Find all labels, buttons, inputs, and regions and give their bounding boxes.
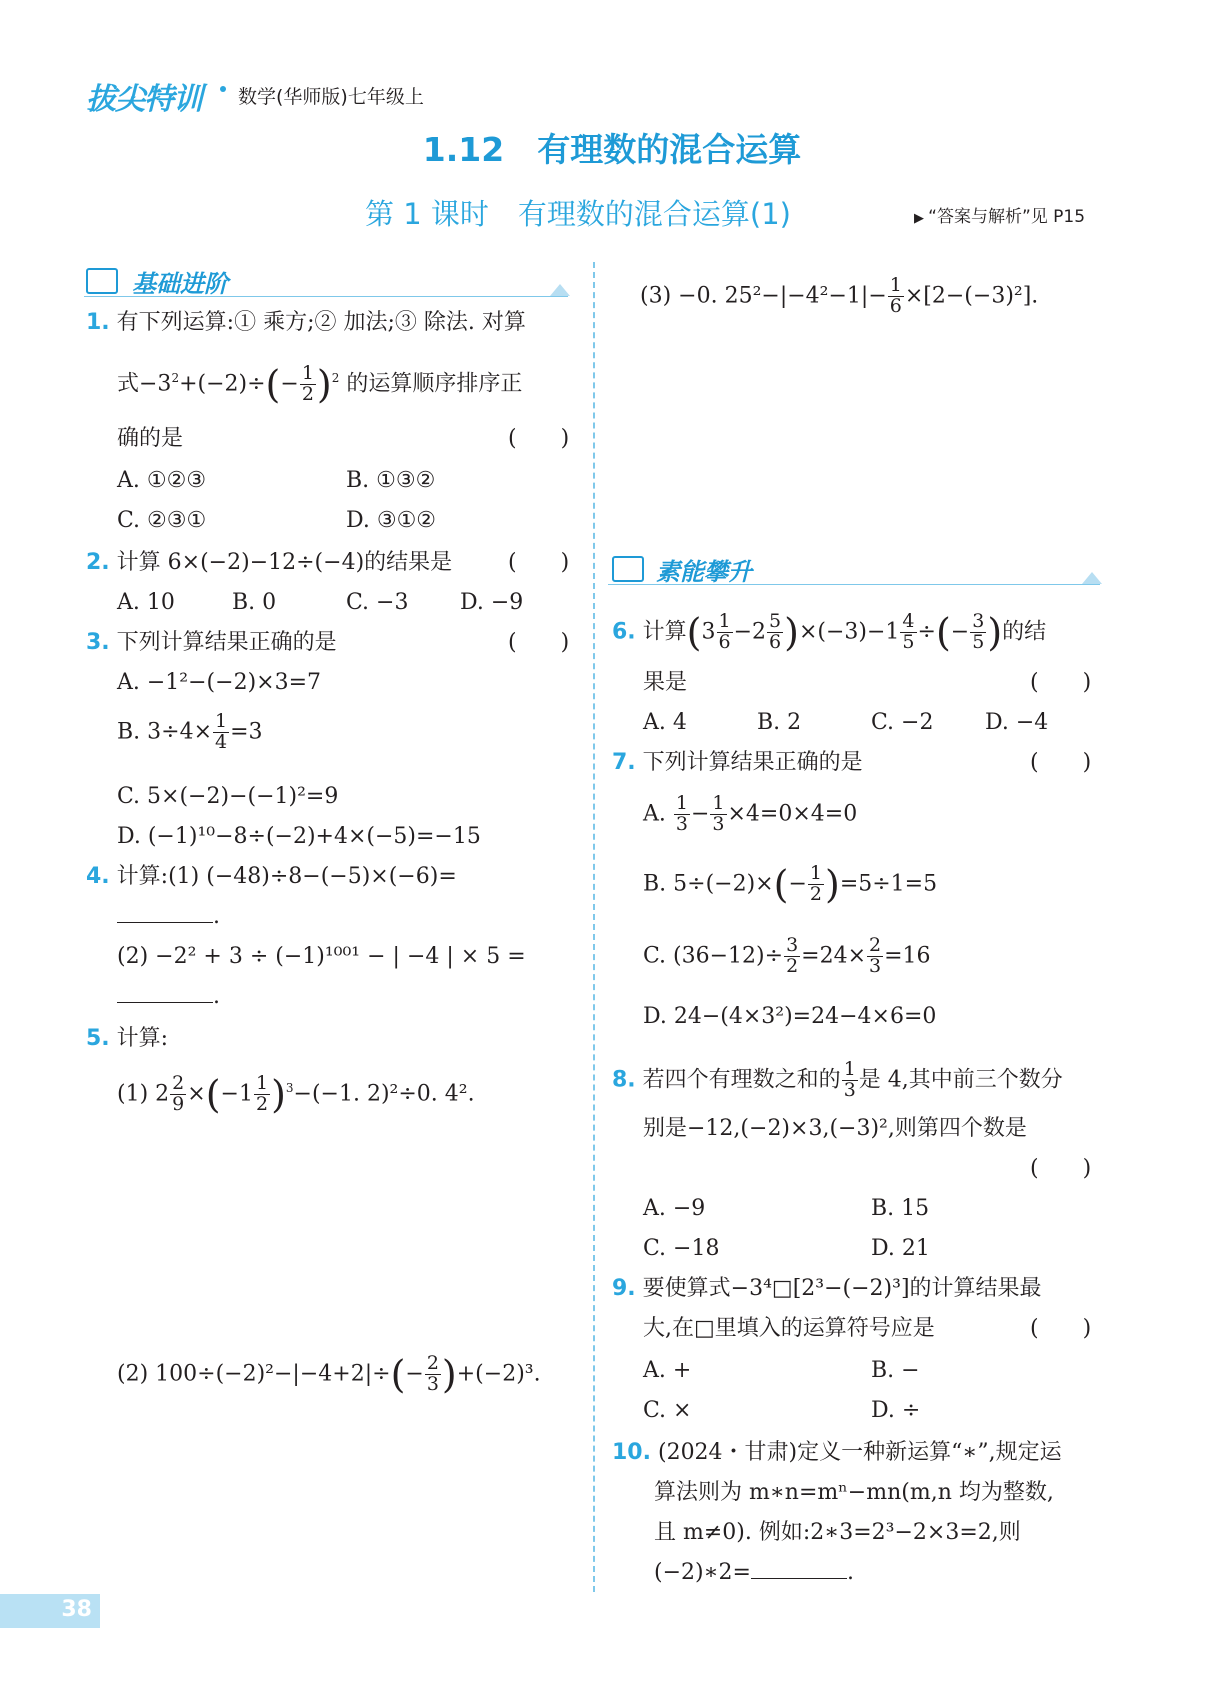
fraction: $\frac{1}{2}$ [301,362,314,405]
option-b: B. 0 [232,590,277,615]
question-4-part-2: (2) −2² + 3 ÷ (−1)¹⁰⁰¹ − | −4 | × 5 = [117,944,526,969]
checklist-icon [86,268,118,294]
option-a: A. −1²−(−2)×3=7 [117,670,322,695]
option-d: D. −9 [460,590,524,615]
answer-reference [914,202,1085,227]
question-5-part-2: (2) 100÷(−2)²−|−4+2|÷(− $\frac{2}{3}$ )+(−2)³. [117,1352,541,1397]
lesson-title: 第 1 课时 有理数的混合运算(1) [365,197,791,231]
answer-paren[interactable]: ( ) [508,426,570,451]
answer-paren[interactable]: ( ) [1030,670,1092,695]
play-icon: ▶ [914,211,929,226]
mountain-icon [1082,572,1102,584]
page-number: 38 [61,1597,92,1622]
fraction: $\frac{1}{4}$ [215,710,228,753]
option-c: C. (36−12)÷ $\frac{3}{2}$ =24× $\frac{2}{3}$ =16 [643,934,931,977]
option-c: C. −2 [871,710,934,735]
answer-paren[interactable]: ( ) [1030,750,1092,775]
question-1-line-2: 式$-3^2+(-2)\div(-$ $\frac{1}{2}$ )$^2$ 的运算顺序排序正 [117,362,523,407]
option-d: D. 21 [871,1236,930,1261]
option-a: A. + [643,1358,692,1383]
question-10-line-3: 且 m≠0). 例如:2∗3=2³−2×3=2,则 [654,1520,1021,1545]
option-a: A. $\frac{1}{3}$ − $\frac{1}{3}$ ×4=0×4=0 [643,792,858,835]
question-4-part-1: 4. 计算:(1) (−48)÷8−(−5)×(−6)= [86,864,457,889]
question-10-line-1: 10. (2024・甘肃)定义一种新运算“∗”,规定运 [612,1440,1062,1465]
question-10-line-2: 算法则为 m∗n=mⁿ−mn(m,n 均为整数, [654,1480,1054,1505]
option-d: D. (−1)¹⁰−8÷(−2)+4×(−5)=−15 [117,824,481,849]
option-b: B. 2 [757,710,802,735]
answer-paren[interactable]: ( ) [1030,1156,1092,1181]
question-9-line-2: 大,在□里填入的运算符号应是 [643,1316,935,1341]
option-d: D. ÷ [871,1398,921,1423]
question-6-line-2: 果是 [643,670,688,695]
question-5: 5. 计算: [86,1026,169,1051]
answer-paren[interactable]: ( ) [508,550,570,575]
answer-paren[interactable]: ( ) [508,630,570,655]
question-8-line-1: 8. 若四个有理数之和的 $\frac{1}{3}$ 是 4,其中前三个数分 [612,1058,1063,1101]
option-d: D. −4 [985,710,1049,735]
option-b: B. 15 [871,1196,930,1221]
brand-logo: 拔尖特训 [86,82,202,117]
question-5-part-1: (1) 2 $\frac{2}{9}$ ×(−1 $\frac{1}{2}$ )$^3$−(−1. 2)²÷0. 4². [117,1072,475,1117]
question-6-line-1: 6. 计算(3 $\frac{1}{6}$ −2 $\frac{5}{6}$ )×(−3)−1 $\frac{4}{5}$ ÷(− $\frac{3}{5}$ )的结 [612,610,1047,655]
option-b: B. ①③② [346,468,436,493]
heading-underline [84,296,568,297]
question-1-line-1: 1. 有下列运算:① 乘方;② 加法;③ 除法. 对算 [86,310,526,335]
option-b: B. − [871,1358,920,1383]
question-1-line-3: 确的是 [117,426,184,451]
section-heading-basic: 基础进阶 [132,270,228,298]
option-d: D. 24−(4×3²)=24−4×6=0 [643,1004,937,1029]
answer-blank[interactable]: . [117,906,220,928]
option-a: A. ①②③ [117,468,207,493]
option-c: C. 5×(−2)−(−1)²=9 [117,784,339,809]
column-divider [593,262,595,1592]
section-title: 1.12 有理数的混合运算 [422,130,802,169]
option-a: A. −9 [643,1196,706,1221]
heading-underline [608,584,1100,585]
option-b: B. 3÷4× $\frac{1}{4}$ =3 [117,710,263,753]
option-b: B. 5÷(−2)×(− $\frac{1}{2}$ )=5÷1=5 [643,862,938,907]
option-c: C. −18 [643,1236,720,1261]
question-3: 3. 下列计算结果正确的是 [86,630,337,655]
option-c: C. ②③① [117,508,207,533]
question-10-line-4: (−2)∗2= . [654,1560,854,1585]
question-9-line-1: 9. 要使算式−3⁴□[2³−(−2)³]的计算结果最 [612,1276,1042,1301]
answer-blank[interactable] [751,1578,847,1579]
option-a: A. 10 [117,590,175,615]
option-d: D. ③①② [346,508,437,533]
mountain-icon [550,284,570,296]
answer-blank[interactable]: . [117,986,220,1008]
brand-dot [220,86,226,92]
option-c: C. −3 [346,590,409,615]
section-heading-advanced: 素能攀升 [656,558,752,586]
option-c: C. × [643,1398,692,1423]
question-2: 2. 计算 6×(−2)−12÷(−4)的结果是 [86,550,453,575]
option-a: A. 4 [643,710,687,735]
question-7: 7. 下列计算结果正确的是 [612,750,863,775]
page-number-tab [0,1594,100,1628]
answer-reference-text: “答案与解析”见 P15 [928,207,1086,227]
question-8-line-2: 别是−12,(−2)×3,(−3)²,则第四个数是 [643,1116,1027,1141]
book-icon [612,556,644,582]
question-5-part-3: (3) −0. 25²−|−4²−1|− $\frac{1}{6}$ ×[2−(−3)²]. [640,274,1039,317]
book-title: 数学(华师版)七年级上 [238,86,424,108]
answer-paren[interactable]: ( ) [1030,1316,1092,1341]
